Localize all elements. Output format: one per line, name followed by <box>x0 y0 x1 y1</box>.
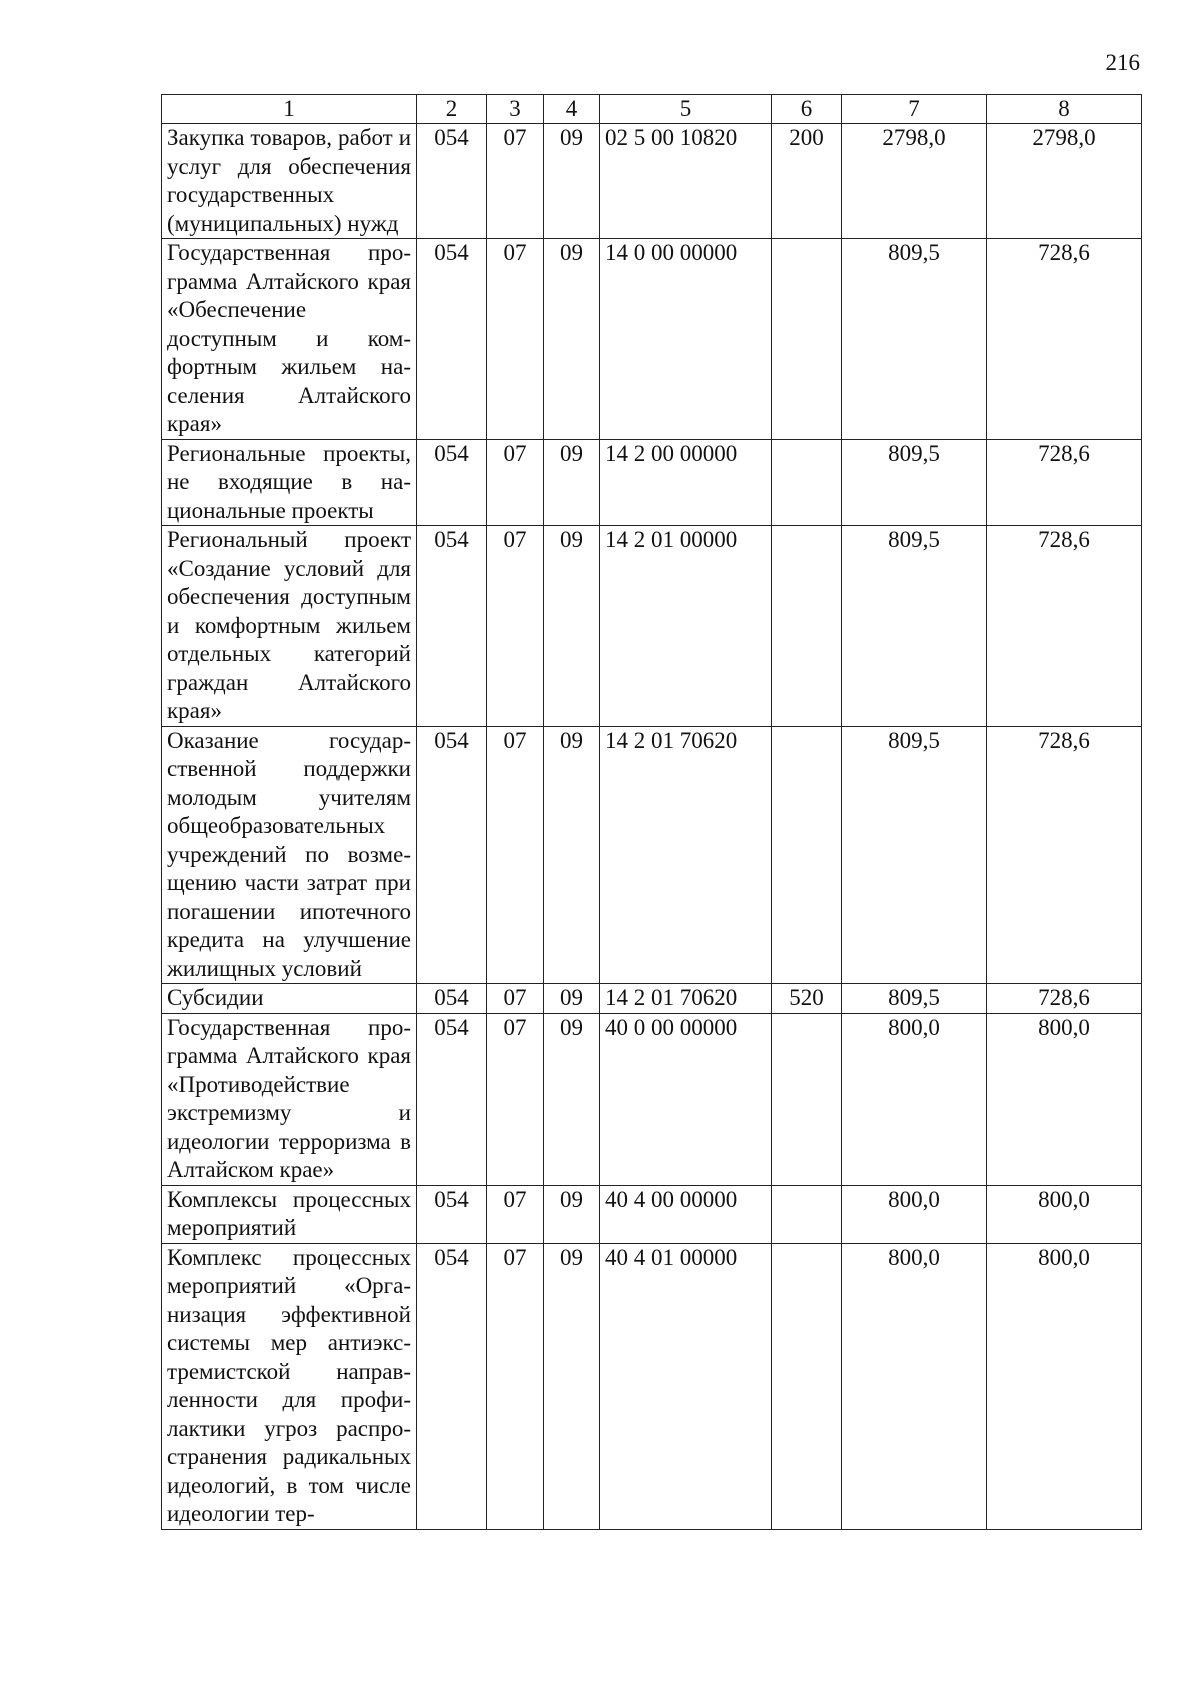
cell-ministry: 054 <box>417 239 487 440</box>
cell-target-code: 14 0 00 00000 <box>600 239 772 440</box>
row-name: Оказание государственной поддержки молодым учителям общеобразовательных учреждений по возмещению части затрат при погашении ипотечного кредита на улучшение жилищных условий <box>162 726 417 984</box>
cell-target-code: 14 2 00 00000 <box>600 439 772 526</box>
cell-amount-8: 728,6 <box>987 526 1142 727</box>
cell-amount-7: 809,5 <box>842 239 987 440</box>
table-row <box>162 1013 1142 1185</box>
cell-subsection: 09 <box>544 526 600 727</box>
cell-section: 07 <box>487 1185 544 1243</box>
cell-subsection: 09 <box>544 439 600 526</box>
cell-amount-8: 728,6 <box>987 239 1142 440</box>
cell-expense-type <box>772 439 842 526</box>
cell-section: 07 <box>487 239 544 440</box>
table-row <box>162 239 1142 440</box>
cell-target-code: 40 4 00 00000 <box>600 1185 772 1243</box>
cell-target-code: 14 2 01 70620 <box>600 726 772 984</box>
cell-ministry: 054 <box>417 726 487 984</box>
row-name: Региональные проекты, не входящие в национальные проекты <box>162 439 417 526</box>
table-row <box>162 984 1142 1014</box>
cell-expense-type <box>772 1185 842 1243</box>
cell-amount-8: 800,0 <box>987 1013 1142 1185</box>
column-header-5: 5 <box>600 95 772 124</box>
cell-subsection: 09 <box>544 984 600 1014</box>
column-header-4: 4 <box>544 95 600 124</box>
cell-amount-7: 800,0 <box>842 1185 987 1243</box>
cell-expense-type: 200 <box>772 124 842 239</box>
cell-amount-8: 728,6 <box>987 439 1142 526</box>
row-name: Закупка товаров, работ и услуг для обеспечения государственных (муниципальных) нужд <box>162 124 417 239</box>
table-row <box>162 439 1142 526</box>
cell-subsection: 09 <box>544 726 600 984</box>
cell-target-code: 40 0 00 00000 <box>600 1013 772 1185</box>
cell-subsection: 09 <box>544 1013 600 1185</box>
cell-amount-8: 800,0 <box>987 1243 1142 1529</box>
column-header-1: 1 <box>162 95 417 124</box>
cell-expense-type <box>772 526 842 727</box>
cell-subsection: 09 <box>544 124 600 239</box>
cell-expense-type <box>772 239 842 440</box>
cell-amount-8: 800,0 <box>987 1185 1142 1243</box>
cell-subsection: 09 <box>544 1185 600 1243</box>
cell-ministry: 054 <box>417 124 487 239</box>
cell-ministry: 054 <box>417 1013 487 1185</box>
header-row <box>162 95 1142 124</box>
cell-expense-type <box>772 1013 842 1185</box>
cell-amount-7: 809,5 <box>842 439 987 526</box>
cell-amount-8: 728,6 <box>987 984 1142 1014</box>
cell-expense-type <box>772 726 842 984</box>
row-name: Государственная программа Алтайского края «Противодействие экстремизму и идеологии терроризма в Алтайском крае» <box>162 1013 417 1185</box>
cell-ministry: 054 <box>417 984 487 1014</box>
cell-amount-7: 809,5 <box>842 526 987 727</box>
column-header-2: 2 <box>417 95 487 124</box>
cell-amount-7: 2798,0 <box>842 124 987 239</box>
row-name: Комплекс процессных мероприятий «Организация эффективной системы мер антиэкстремистской направленности для профилактики угроз распространения радикальных идеологий, в том числе идеологии тер- <box>162 1243 417 1529</box>
cell-section: 07 <box>487 1243 544 1529</box>
cell-section: 07 <box>487 124 544 239</box>
table-row <box>162 1185 1142 1243</box>
cell-ministry: 054 <box>417 526 487 727</box>
cell-expense-type: 520 <box>772 984 842 1014</box>
row-name: Субсидии <box>162 984 417 1014</box>
cell-target-code: 02 5 00 10820 <box>600 124 772 239</box>
cell-subsection: 09 <box>544 239 600 440</box>
cell-amount-7: 809,5 <box>842 984 987 1014</box>
page-number: 216 <box>1105 50 1140 75</box>
budget-table <box>161 94 1142 1530</box>
cell-ministry: 054 <box>417 439 487 526</box>
cell-amount-7: 809,5 <box>842 726 987 984</box>
column-header-8: 8 <box>987 95 1142 124</box>
cell-section: 07 <box>487 984 544 1014</box>
cell-target-code: 14 2 01 70620 <box>600 984 772 1014</box>
cell-target-code: 14 2 01 00000 <box>600 526 772 727</box>
cell-section: 07 <box>487 726 544 984</box>
cell-subsection: 09 <box>544 1243 600 1529</box>
table-row <box>162 726 1142 984</box>
cell-section: 07 <box>487 526 544 727</box>
table-row <box>162 526 1142 727</box>
column-header-6: 6 <box>772 95 842 124</box>
cell-ministry: 054 <box>417 1185 487 1243</box>
table-row <box>162 124 1142 239</box>
row-name: Комплексы процессных мероприятий <box>162 1185 417 1243</box>
row-name: Региональный проект «Создание условий для обеспечения доступным и комфортным жильем отдельных категорий граждан Алтайского края» <box>162 526 417 727</box>
cell-amount-7: 800,0 <box>842 1013 987 1185</box>
cell-target-code: 40 4 01 00000 <box>600 1243 772 1529</box>
row-name: Государственная программа Алтайского края «Обеспечение доступным и комфортным жильем населения Алтайского края» <box>162 239 417 440</box>
cell-section: 07 <box>487 439 544 526</box>
table-row <box>162 1243 1142 1529</box>
cell-amount-8: 728,6 <box>987 726 1142 984</box>
cell-expense-type <box>772 1243 842 1529</box>
cell-section: 07 <box>487 1013 544 1185</box>
column-header-3: 3 <box>487 95 544 124</box>
column-header-7: 7 <box>842 95 987 124</box>
cell-amount-8: 2798,0 <box>987 124 1142 239</box>
cell-ministry: 054 <box>417 1243 487 1529</box>
cell-amount-7: 800,0 <box>842 1243 987 1529</box>
